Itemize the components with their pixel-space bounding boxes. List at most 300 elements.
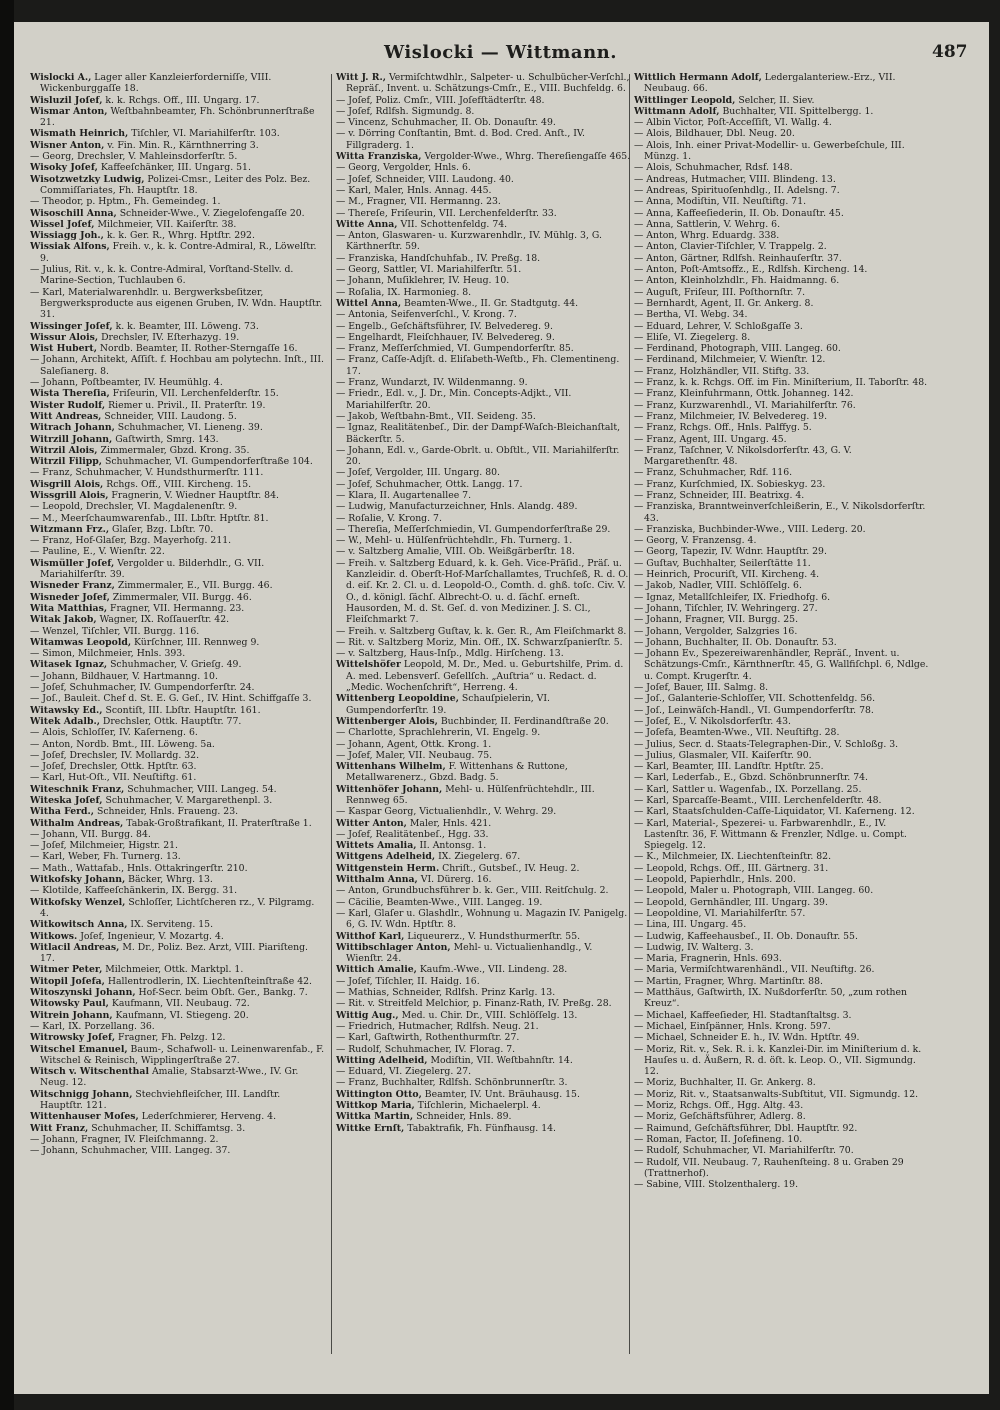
entry-name: — Johann,	[30, 670, 79, 682]
entry-name: — Mathias,	[336, 987, 390, 999]
entry-name: Witrach Johann,	[30, 422, 115, 434]
directory-page	[14, 22, 989, 1394]
entry-details: Kleinholzhdlr., Fh. Haidmanng. 6.	[677, 275, 840, 287]
entry-details: p. Hptm., Fh. Gemeindeg. 1.	[83, 196, 221, 208]
directory-entry	[634, 1032, 929, 1043]
entry-name: Witschnigg Johann,	[30, 1088, 133, 1100]
directory-column-2	[336, 72, 631, 1362]
entry-details: E., V. Wienſtr. 22.	[80, 546, 165, 558]
entry-name: — Moriz,	[634, 1111, 677, 1123]
entry-name: — Moriz,	[634, 1088, 677, 1100]
column-divider	[331, 74, 332, 1354]
entry-name: — Georg,	[30, 151, 75, 163]
entry-details: Weber, Fh. Turnerg. 13.	[65, 851, 181, 863]
directory-entry	[634, 524, 929, 535]
entry-details: Wattafab., Hnls. Ottakringerſtr. 210.	[72, 862, 248, 874]
entry-details: Inh. einer Privat-Modellir- u. Gewerbeſchule, III. Münzg. 1.	[644, 139, 905, 163]
directory-entry	[634, 603, 929, 614]
entry-details: Med. u. Chir. Dr., VIII. Schlöſſelg. 13.	[398, 1009, 578, 1021]
entry-details: Schuhmacher, IV. Florag. 7.	[381, 1043, 516, 1055]
entry-details: Tabaktrafik, Fh. Fünfhausg. 14.	[404, 1122, 556, 1134]
entry-details: Einſpänner, Hnls. Krong. 597.	[686, 1020, 831, 1032]
entry-details: Schneider, VIII. Laudong. 40.	[372, 173, 514, 185]
entry-name: — Joſef,	[30, 761, 67, 773]
directory-entry	[634, 885, 929, 896]
entry-name: — Franz,	[336, 1077, 379, 1089]
directory-entry	[336, 727, 631, 738]
directory-entry	[336, 964, 631, 975]
entry-name: Wittenhöfer Johann,	[336, 783, 443, 795]
directory-entry	[30, 818, 325, 829]
directory-entry	[30, 162, 325, 173]
entry-name: — Georg,	[634, 546, 679, 558]
entry-name: — Franz,	[634, 467, 677, 479]
entry-details: Vergolder, Salzgries 16.	[682, 625, 798, 637]
directory-entry	[634, 275, 929, 286]
entry-name: — Bertha,	[634, 309, 682, 321]
entry-details: Schuhmacher, VI. Gumpendorferſtraße 104.	[102, 456, 313, 468]
entry-details: Drechsler, V. Mahleinsdorferſtr. 5.	[74, 151, 238, 163]
entry-name: Wittgenstein Herm.	[336, 862, 440, 874]
directory-entry	[634, 897, 929, 908]
entry-details: Conſtantin, Bmt. d. Bod. Cred. Anſt., IV. Fillgraderg. 1.	[346, 128, 585, 151]
entry-name: — Raimund,	[634, 1122, 692, 1134]
entry-name: — Michael,	[634, 1009, 687, 1021]
entry-details: Schuhmacher, VIII. Langeg. 37.	[78, 1145, 231, 1157]
entry-name: — Johann,	[30, 1133, 79, 1145]
entry-details: Tiſchler, II. Haidg. 16.	[372, 975, 480, 987]
entry-name: — Karl,	[634, 806, 670, 818]
directory-entry	[30, 580, 325, 591]
entry-details: Rchgs. Off., III. Gärtnerg. 31.	[686, 862, 829, 874]
directory-entry	[634, 558, 929, 569]
directory-entry	[336, 174, 631, 185]
entry-details: VII. Burgg. 84.	[78, 828, 151, 840]
directory-entry	[336, 1077, 631, 1088]
directory-entry	[634, 332, 929, 343]
entry-name: — Kaspar Georg,	[336, 806, 417, 818]
entry-details: Spezereiwarenhändler, Repräſ., Invent. u. Schätzungs-Cmſr., Kärnthnerſtr. 45, G. Wallfiſchpl. 6, Ndlge. u. Compt. Krugerſtr. 4.	[644, 648, 929, 682]
entry-name: Wittka Martin,	[336, 1111, 414, 1123]
directory-entry	[634, 1134, 929, 1145]
entry-name: — Andreas,	[634, 184, 689, 196]
entry-details: Lehrer, V. Schloßgaſſe 3.	[683, 320, 803, 332]
directory-entry	[634, 377, 929, 388]
directory-entry	[30, 264, 325, 287]
directory-entry	[634, 682, 929, 693]
entry-details: Hof-Glaſer, Bzg. Mayerhofg. 211.	[72, 535, 232, 547]
entry-details: Vergolder, III. Ungarg. 80.	[372, 467, 500, 479]
entry-name: — Karl,	[30, 851, 66, 863]
page-number: 487	[932, 42, 968, 62]
entry-name: — Franziska,	[634, 523, 696, 535]
entry-name: Witek Adalb.,	[30, 715, 100, 727]
entry-details: IX. Ziegelerg. 67.	[435, 851, 521, 863]
entry-name: — Joſ.,	[634, 704, 665, 716]
directory-entry	[30, 705, 325, 716]
entry-details: Grundbuchsführer b. k. Ger., VIII. Reitſchulg. 2.	[379, 885, 609, 897]
directory-entry	[634, 1145, 929, 1156]
entry-name: Wissiak Alfons,	[30, 241, 110, 253]
entry-details: Schuhmacher, IV. Gumpendorferſtr. 24.	[66, 682, 255, 694]
directory-entry	[30, 795, 325, 806]
entry-name: — Anna,	[634, 218, 674, 230]
entry-name: — Franz,	[634, 388, 677, 400]
entry-details: Bildhauer, Dbl. Neug. 20.	[672, 128, 795, 140]
directory-entry	[30, 467, 325, 478]
directory-entry	[30, 377, 325, 388]
entry-name: — Anton,	[634, 230, 678, 242]
entry-name: — Rudolf,	[634, 1156, 680, 1168]
entry-name: — Thereſia,	[336, 523, 391, 535]
directory-entry	[336, 185, 631, 196]
directory-entry	[634, 434, 929, 445]
entry-name: — Johann,	[634, 602, 683, 614]
entry-name: — Johann,	[336, 444, 385, 456]
entry-name: Wist Hubert,	[30, 343, 97, 355]
directory-entry	[336, 467, 631, 478]
entry-details: Tabak-Großtrafikant, II. Praterſtraße 1.	[123, 817, 312, 829]
entry-details: Maler u. Photograph, VIII. Langeg. 60.	[686, 885, 874, 897]
entry-name: Wittke Ernſt,	[336, 1122, 405, 1134]
entry-details: Schneider, Hnls. Fraueng. 23.	[94, 806, 239, 818]
entry-details: Staatsſchulden-Caſſe-Liquidator, VI. Kaſerneng. 12.	[669, 806, 915, 818]
entry-details: Agent, III. Ungarg. 45.	[676, 433, 787, 445]
directory-entry	[634, 750, 929, 761]
directory-entry	[634, 95, 929, 106]
entry-details: Bäcker, Whrg. 13.	[125, 874, 213, 886]
entry-details: Schuhmacher, Rdsf. 148.	[672, 162, 793, 174]
entry-details: Glaſer, Bzg. Lbſtr. 70.	[109, 523, 214, 535]
entry-name: — Jakob,	[336, 410, 378, 422]
scan-margin	[0, 0, 14, 1410]
entry-details: Drechsler, IV. Eſterhazyg. 19.	[98, 331, 240, 343]
directory-entry	[336, 863, 631, 874]
directory-entry	[634, 1010, 929, 1021]
entry-name: Witkofsky Wenzel,	[30, 896, 126, 908]
entry-details: Hof-Secr. beim Obſt. Ger., Bankg. 7.	[135, 987, 308, 999]
directory-entry	[634, 818, 929, 852]
entry-details: Rchgs. Off., Hgg. Altg. 43.	[676, 1100, 804, 1112]
entry-name: — Wenzel,	[30, 625, 79, 637]
entry-name: — Anton,	[634, 241, 678, 253]
entry-name: — Anton,	[336, 885, 380, 897]
entry-name: — Bernhardt,	[634, 297, 698, 309]
entry-name: Wismath Heinrich,	[30, 128, 129, 140]
entry-details: Bauer, III. Salmg. 8.	[670, 682, 769, 694]
entry-details: Tiſchler, VII. Burgg. 116.	[78, 625, 200, 637]
directory-entry	[30, 332, 325, 343]
directory-entry	[634, 1021, 929, 1032]
directory-entry	[336, 998, 631, 1009]
entry-name: — Karl,	[336, 184, 372, 196]
entry-name: Wissur Alois,	[30, 331, 99, 343]
entry-details: Clavier-Tiſchler, V. Trappelg. 2.	[677, 241, 827, 253]
directory-entry	[30, 614, 325, 625]
entry-details: Geſchäftsführer, IV. Belvedereg. 9.	[387, 320, 553, 332]
entry-name: — Ignaz,	[336, 422, 378, 434]
entry-name: — Sabine,	[634, 1179, 682, 1191]
entry-name: Witak Jakob,	[30, 614, 97, 626]
entry-name: Wittlinger Leopold,	[634, 94, 736, 106]
entry-name: — Joſef,	[30, 682, 67, 694]
directory-entry	[634, 874, 929, 885]
entry-name: — Johann,	[30, 354, 79, 366]
entry-name: — Karl,	[634, 772, 670, 784]
entry-name: Witoszynski Johann,	[30, 987, 136, 999]
entry-details: Zimmermaler, E., VII. Burgg. 46.	[114, 580, 273, 592]
entry-name: Wissiagg Joh.,	[30, 230, 104, 242]
entry-details: Tiſchler, VI. Mariahilferſtr. 103.	[128, 128, 280, 140]
entry-details: Gaſtwirth, Rothenthurmſtr. 27.	[371, 1032, 520, 1044]
entry-name: — Franz,	[634, 422, 677, 434]
entry-name: — Andreas,	[634, 173, 689, 185]
entry-details: Gärtner, Rdlfsh. Reinhauſerſtr. 37.	[677, 252, 842, 264]
entry-details: Maler, VII. Neubaug. 75.	[372, 749, 493, 761]
entry-name: — Anton,	[336, 230, 380, 242]
directory-entry	[634, 411, 929, 422]
entry-name: — Julius,	[634, 749, 676, 761]
entry-name: — Theodor,	[30, 196, 84, 208]
directory-entry	[634, 219, 929, 230]
entry-details: Schneider, III. Beatrixg. 4.	[676, 489, 805, 501]
entry-name: Wita Matthias,	[30, 602, 108, 614]
directory-entry	[336, 219, 631, 230]
entry-name: — Franz,	[336, 354, 379, 366]
directory-entry	[634, 196, 929, 207]
directory-entry	[30, 964, 325, 975]
directory-entry	[336, 354, 631, 377]
entry-details: Nadler, VIII. Schlöſſelg. 6.	[675, 580, 802, 592]
directory-entry	[336, 976, 631, 987]
directory-entry	[336, 1089, 631, 1100]
entry-details: F. Wittenhans & Ruttone, Metallwarenerz., Gbzd. Badg. 5.	[346, 761, 568, 784]
directory-entry	[336, 309, 631, 320]
directory-entry	[336, 987, 631, 998]
entry-details: Geſchäftsführer, Adlerg. 8.	[676, 1111, 806, 1123]
directory-column-3	[634, 72, 929, 1362]
directory-entry	[30, 219, 325, 230]
entry-details: Moriz, Min. Off., IX. Schwarzſpanierſtr. 5.	[423, 636, 623, 648]
directory-entry	[336, 840, 631, 851]
entry-name: — Math.,	[30, 862, 73, 874]
entry-details: Materialwarenhdlr. u. Bergwerksbeſitzer, Bergwerksproducte aus eigenen Gruben, IV. Wdn. Hauptſtr. 31.	[40, 286, 323, 321]
entry-name: — Alois,	[30, 727, 69, 739]
entry-details: Friſeurin, VII. Lerchenfelderſtr. 33.	[387, 207, 557, 219]
entry-details: Nordb. Beamter, II. Rother-Sterngaſſe 16.	[96, 343, 298, 355]
entry-name: — Johann,	[336, 275, 385, 287]
entry-name: Witeschnik Franz,	[30, 783, 125, 795]
directory-entry	[336, 874, 631, 885]
entry-details: Branntweinverſchleißerin, E., V. Nikolsdorferſtr. 43.	[644, 501, 926, 524]
entry-details: Lager aller Kanzleierforderniſſe, VIII. Wickenburggaſſe 18.	[40, 72, 272, 95]
entry-name: — Joſefa,	[634, 727, 677, 739]
directory-entry	[634, 727, 929, 738]
entry-name: — Karl,	[634, 795, 670, 806]
entry-details: Weſtbahn-Bmt., VII. Seideng. 35.	[377, 410, 536, 422]
entry-details: k. k. Ger. R., Whrg. Hptſtr. 292.	[103, 230, 255, 242]
entry-name: Witt Franz,	[30, 1122, 89, 1134]
entry-details: Buchhalter, Rdlfsh. Schönbrunnerſtr. 3.	[378, 1077, 568, 1089]
directory-entry	[336, 422, 631, 445]
entry-name: Wista Thereſia,	[30, 388, 110, 400]
entry-details: Handſchuhfab., IV. Preßg. 18.	[397, 252, 541, 264]
entry-details: Schneider, Hnls. 89.	[413, 1111, 512, 1123]
entry-name: — Leopold,	[634, 862, 687, 874]
entry-details: Maler, Hnls. 421.	[406, 817, 492, 829]
entry-details: Schuhmacher, V. Margarethenpl. 3.	[102, 795, 273, 806]
entry-name: Wissgrill Alois,	[30, 489, 109, 501]
directory-entry	[30, 1111, 325, 1122]
entry-name: — Auguſt,	[634, 286, 682, 298]
directory-entry	[336, 287, 631, 298]
entry-name: Wittenberger Alois,	[336, 715, 438, 727]
entry-details: Kaffeeſchänkerin, IX. Bergg. 31.	[81, 885, 238, 897]
entry-details: Bildhauer, V. Hartmanng. 10.	[78, 670, 218, 682]
entry-name: Witha Ferd.,	[30, 806, 95, 818]
entry-details: Schuhmacher, II. Schiffamtsg. 3.	[88, 1122, 246, 1134]
directory-entry	[30, 1134, 325, 1145]
entry-details: Schuhmacher, VIII. Langeg. 54.	[124, 783, 277, 795]
entry-details: k. k. Rchgs. Off., III. Ungarg. 17.	[102, 94, 260, 106]
entry-name: Witasek Ignaz,	[30, 659, 108, 671]
entry-details: Sattler u. Wagenfab., IX. Porzellang. 25.	[669, 783, 862, 795]
entry-name: Wisluzil Joſef,	[30, 94, 103, 106]
directory-entry	[336, 479, 631, 490]
entry-details: Holzhändler, VII. Stiftg. 33.	[676, 365, 810, 377]
directory-entry	[30, 772, 325, 783]
directory-entry	[336, 558, 631, 626]
entry-name: Witamwas Leopold,	[30, 636, 132, 648]
entry-details: Maler, Hnls. Annag. 445.	[371, 184, 492, 196]
entry-details: Schneider-Wwe., V. Ziegelofengaſſe 20.	[116, 207, 305, 219]
directory-entry	[30, 659, 325, 670]
entry-details: Buchhalter, VII. Spittelbergg. 1.	[719, 105, 874, 117]
entry-details: Milchmeier, Hnls. 393.	[74, 648, 186, 660]
entry-details: Leinwäſch-Handl., VI. Gumpendorferſtr. 78.	[664, 704, 874, 716]
directory-entry	[30, 513, 325, 524]
entry-name: — Franz,	[336, 377, 379, 389]
directory-entry	[336, 321, 631, 332]
directory-entry	[30, 693, 325, 704]
directory-entry	[30, 840, 325, 851]
entry-name: Witkofsky Johann,	[30, 874, 126, 886]
entry-name: Wittkop Maria,	[336, 1100, 415, 1112]
entry-name: Witzmann Frz.,	[30, 523, 110, 535]
directory-entry	[634, 400, 929, 411]
entry-details: Procuriſt, VII. Kircheng. 4.	[690, 569, 820, 581]
entry-name: Wissel Joſef,	[30, 218, 95, 230]
entry-name: Wisoky Joſef,	[30, 162, 98, 174]
entry-name: — Franz,	[30, 535, 73, 547]
directory-entry	[30, 998, 325, 1009]
entry-details: Buchhalter, II. Ob. Donauſtr. 53.	[682, 636, 837, 648]
entry-name: Witrowsky Joſef,	[30, 1032, 116, 1044]
entry-details: IX. Serviteng. 15.	[127, 919, 214, 931]
directory-entry	[336, 851, 631, 862]
directory-entry	[634, 648, 929, 682]
directory-entry	[336, 388, 631, 411]
entry-details: Beamter, IV. Unt. Bräuhausg. 15.	[421, 1088, 580, 1100]
directory-entry	[336, 264, 631, 275]
entry-name: — Cäcilie,	[336, 896, 384, 908]
entry-name: Witting Adelheid,	[336, 1054, 428, 1066]
directory-entry	[30, 885, 325, 896]
entry-name: Wittets Amalia,	[336, 840, 417, 852]
entry-name: — Karl,	[634, 761, 670, 773]
directory-entry	[634, 1111, 929, 1122]
entry-details: Drechsler, Ottk. Hptſtr. 63.	[66, 761, 197, 773]
directory-entry	[336, 784, 631, 807]
entry-details: Buchbinder-Wwe., VIII. Lederg. 20.	[695, 523, 866, 535]
entry-details: Tiſchler, IV. Wehringerg. 27.	[682, 602, 818, 614]
directory-entry	[634, 501, 929, 524]
entry-name: Wisneder Franz,	[30, 580, 115, 592]
directory-entry	[634, 1044, 929, 1078]
directory-entry	[634, 987, 929, 1010]
directory-entry	[336, 818, 631, 829]
entry-name: Witte Anna,	[336, 218, 398, 230]
entry-name: Wittenberg Leopoldine,	[336, 693, 459, 705]
entry-details: Schuhmacher, VI. Mariahilferſtr. 70.	[679, 1145, 854, 1157]
entry-name: — Georg,	[336, 264, 381, 276]
entry-name: — Roman,	[634, 1133, 683, 1145]
directory-entry	[30, 1032, 325, 1043]
entry-name: — Eliſe,	[634, 331, 671, 343]
entry-details: Poliz. Cmſr., VIII. Joſefſtädterſtr. 48.	[372, 94, 545, 106]
entry-details: Muſiklehrer, IV. Heug. 10.	[384, 275, 510, 287]
entry-name: — Klara,	[336, 489, 377, 501]
entry-details: Gaſtwirth, Smrg. 143.	[112, 433, 219, 445]
directory-entry	[30, 851, 325, 862]
directory-entry	[634, 162, 929, 173]
directory-entry	[30, 626, 325, 637]
entry-details: Tiſchlerin, Michaelerpl. 4.	[414, 1100, 541, 1112]
entry-name: — Franziska,	[336, 252, 398, 264]
directory-entry	[634, 117, 929, 128]
entry-details: Gaſtwirth, IX. Nußdorferſtr. 50, „zum rothen Kreuz“.	[644, 987, 908, 1010]
directory-entry	[336, 1100, 631, 1111]
entry-details: Guſtav, k. k. Ger. R., Am Fleiſchmarkt 8.	[434, 625, 627, 637]
entry-details: Bauleit. Chef d. St. E. G. Geſ., IV. Hint. Schiffgaſſe 3.	[60, 693, 312, 705]
entry-details: Milchmeier, Higstr. 21.	[66, 840, 178, 852]
entry-details: Milchmeier, IX. Liechtenſteinſtr. 82.	[659, 851, 832, 863]
directory-entry	[30, 1123, 325, 1134]
entry-details: Mehl- u. Victualienhandlg., V. Wienſtr. 24.	[346, 941, 593, 965]
directory-entry	[634, 614, 929, 625]
directory-entry	[634, 705, 929, 716]
entry-details: Haus-Inſp., Mdlg. Hirſcheng. 13.	[406, 648, 564, 660]
directory-entry	[336, 1021, 631, 1032]
directory-entry	[634, 908, 929, 919]
entry-name: — Anton,	[634, 264, 678, 276]
directory-entry	[634, 592, 929, 603]
directory-entry	[634, 1123, 929, 1134]
entry-name: — Albin Victor,	[634, 117, 705, 129]
directory-entry	[30, 434, 325, 445]
directory-entry	[30, 196, 325, 207]
entry-name: — Johann,	[336, 738, 385, 750]
directory-entry	[336, 95, 631, 106]
entry-name: — Joſef,	[30, 749, 67, 761]
directory-entry	[336, 513, 631, 524]
entry-name: — v. Saltzberg,	[336, 648, 407, 660]
directory-entry	[634, 479, 929, 490]
entry-name: Wittmann Adolf,	[634, 105, 720, 117]
directory-entry	[634, 1077, 929, 1088]
entry-name: — Franz,	[634, 478, 677, 490]
entry-details: Schloſſer, IV. Kaſerneng. 6.	[68, 727, 198, 739]
